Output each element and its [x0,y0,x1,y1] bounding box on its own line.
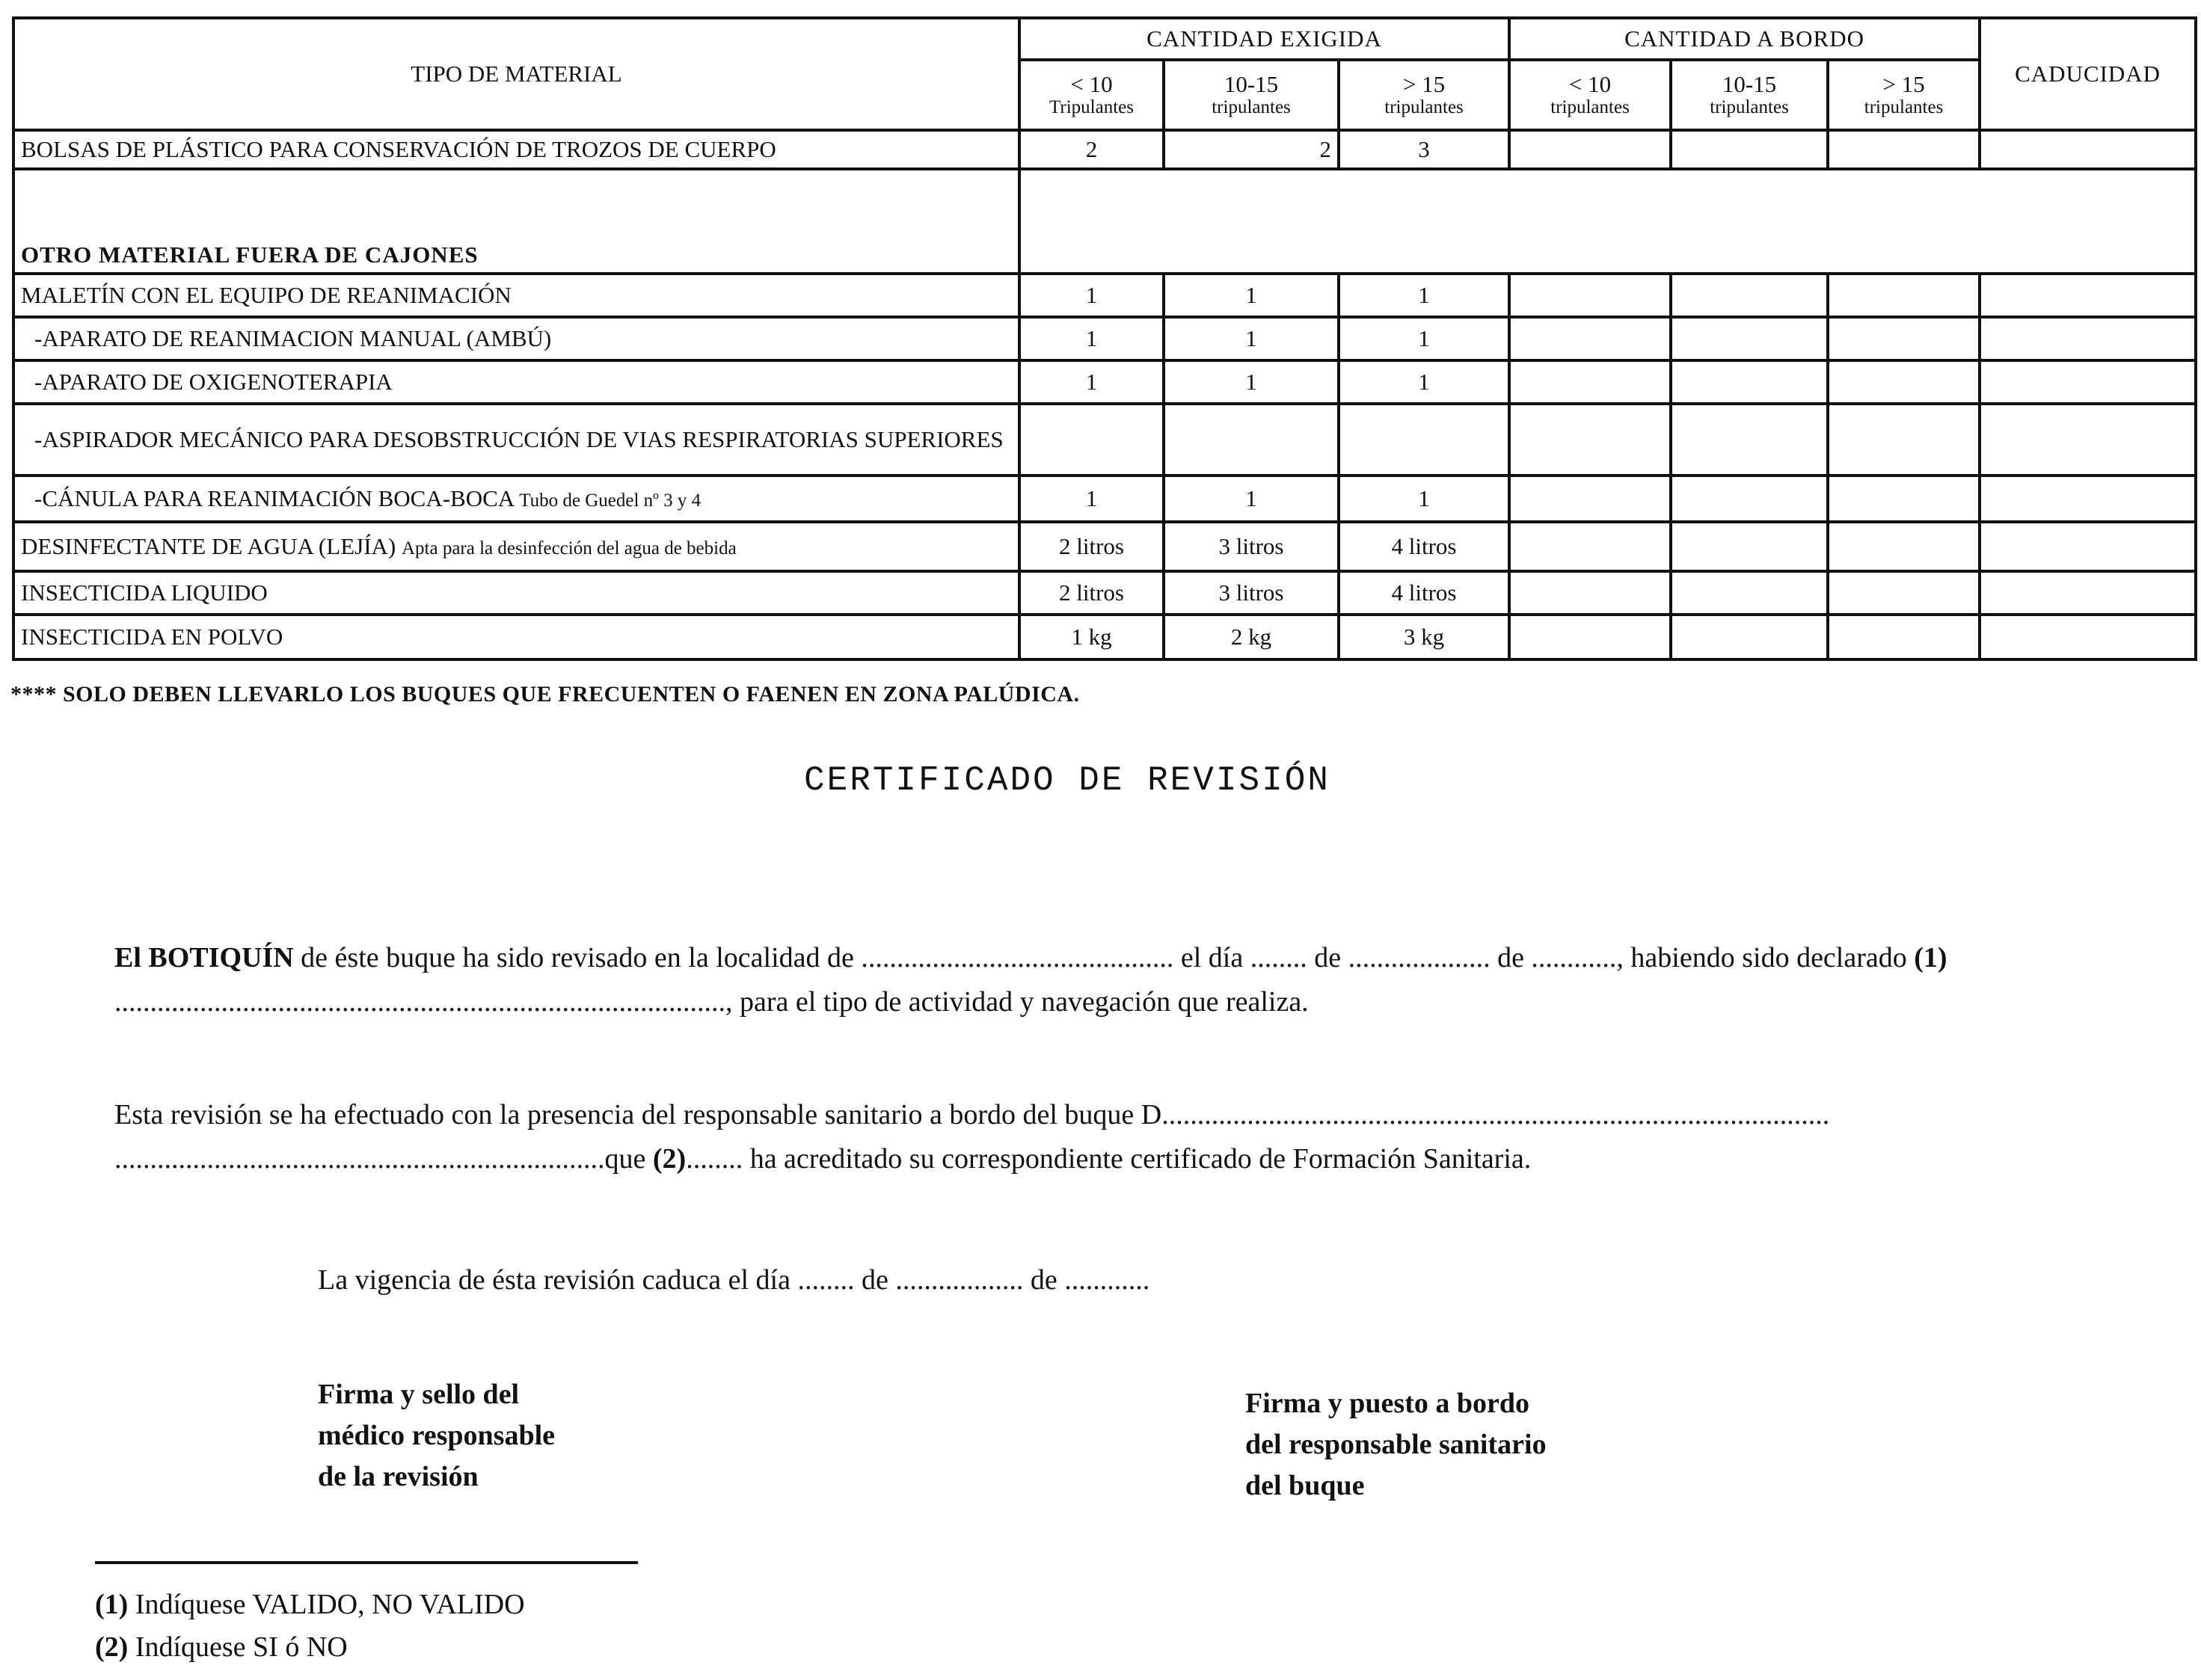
row-label: -CÁNULA PARA REANIMACIÓN BOCA-BOCA Tubo de Guedel nº 3 y 4 [13,476,1019,522]
qty-10-15: 2 [1164,130,1339,169]
qty-10-15: 1 [1164,360,1339,404]
onboard-lt10[interactable] [1509,274,1671,317]
qty-10-15: 1 [1164,274,1339,317]
qty-lt10 [1019,404,1164,476]
malaria-footnote: **** SOLO DEBEN LLEVARLO LOS BUQUES QUE FRECUENTEN O FAENEN EN ZONA PALÚDICA. [10,682,1080,707]
onboard-gt15[interactable] [1828,404,1980,476]
onboard-10-15[interactable] [1671,360,1828,404]
caducidad-cell[interactable] [1980,130,2196,169]
row-label: INSECTICIDA LIQUIDO [13,571,1019,615]
qty-gt15: 3 [1339,130,1509,169]
onboard-gt15[interactable] [1828,476,1980,522]
signature-doctor: Firma y sello del médico responsable de la revisión [318,1379,556,1493]
caducidad-cell[interactable] [1980,522,2196,571]
table-row [13,404,2196,476]
header-bordo-10-15: 10-15 tripulantes [1671,60,1828,130]
qty-lt10: 1 [1019,317,1164,360]
onboard-gt15[interactable] [1828,130,1980,169]
header-exigida-10-15: 10-15 tripulantes [1164,60,1339,130]
onboard-gt15[interactable] [1828,571,1980,615]
qty-lt10: 1 [1019,274,1164,317]
onboard-10-15[interactable] [1671,615,1828,659]
signature-ship-officer: Firma y puesto a bordo del responsable sanitario del buque [1245,1388,1547,1502]
certificate-title: CERTIFICADO DE REVISIÓN [804,761,1330,800]
onboard-lt10[interactable] [1509,615,1671,659]
qty-gt15 [1339,404,1509,476]
header-exigida-lt10: < 10 Tripulantes [1019,60,1164,130]
caducidad-cell[interactable] [1980,274,2196,317]
caducidad-cell[interactable] [1980,360,2196,404]
note-ref-2: (2) [652,1142,687,1175]
qty-gt15: 1 [1339,317,1509,360]
presence-paragraph: Esta revisión se ha efectuado con la presencia del responsable sanitario a bordo del buque D.............................................................................................. .....................................................................que (2)........ ha acreditado su correspondiente certificado de Formación Sanitaria. [114,1099,1830,1175]
footnotes [95,1584,525,1669]
botiquin-lead: El BOTIQUÍN [114,942,294,973]
row-label: -APARATO DE REANIMACION MANUAL (AMBÚ) [13,317,1019,360]
table-row [13,476,2196,522]
qty-lt10: 2 litros [1019,571,1164,615]
caducidad-cell[interactable] [1980,615,2196,659]
caducidad-cell[interactable] [1980,404,2196,476]
qty-lt10: 1 kg [1019,615,1164,659]
header-bordo-gt15: > 15 tripulantes [1828,60,1980,130]
qty-gt15: 4 litros [1339,571,1509,615]
caducidad-cell[interactable] [1980,476,2196,522]
onboard-lt10[interactable] [1509,360,1671,404]
row-note: Apta para la desinfección del agua de bebida [401,538,737,559]
caducidad-cell[interactable] [1980,317,2196,360]
onboard-gt15[interactable] [1828,360,1980,404]
footnote-1: (1) Indíquese VALIDO, NO VALIDO [95,1589,525,1620]
qty-lt10: 1 [1019,360,1164,404]
onboard-gt15[interactable] [1828,522,1980,571]
row-label: -APARATO DE OXIGENOTERAPIA [13,360,1019,404]
table-row [13,615,2196,659]
section-heading-row [13,169,2196,274]
row-note: Tubo de Guedel nº 3 y 4 [519,490,702,511]
onboard-gt15[interactable] [1828,615,1980,659]
section-heading: OTRO MATERIAL FUERA DE CAJONES [13,169,1019,274]
qty-10-15: 3 litros [1164,571,1339,615]
table-row [13,274,2196,317]
onboard-10-15[interactable] [1671,476,1828,522]
qty-lt10: 2 [1019,130,1164,169]
onboard-gt15[interactable] [1828,274,1980,317]
review-paragraph: El BOTIQUÍN de éste buque ha sido revisado en la localidad de ............................................ el día ........ de .................... de ............, habiendo sido declarado (1) ......................................................................................, para el tipo de actividad y navegación que realiza. [114,942,1947,1018]
onboard-lt10[interactable] [1509,317,1671,360]
qty-gt15: 1 [1339,360,1509,404]
onboard-gt15[interactable] [1828,317,1980,360]
onboard-lt10[interactable] [1509,130,1671,169]
onboard-10-15[interactable] [1671,404,1828,476]
footnote-2: (2) Indíquese SI ó NO [95,1631,348,1663]
onboard-10-15[interactable] [1671,130,1828,169]
row-label: -ASPIRADOR MECÁNICO PARA DESOBSTRUCCIÓN DE VIAS RESPIRATORIAS SUPERIORES [13,404,1019,476]
onboard-10-15[interactable] [1671,571,1828,615]
onboard-lt10[interactable] [1509,476,1671,522]
row-label: BOLSAS DE PLÁSTICO PARA CONSERVACIÓN DE TROZOS DE CUERPO [13,130,1019,169]
onboard-lt10[interactable] [1509,522,1671,571]
onboard-10-15[interactable] [1671,522,1828,571]
table-row [13,571,2196,615]
header-bordo-lt10: < 10 tripulantes [1509,60,1671,130]
qty-lt10: 2 litros [1019,522,1164,571]
qty-gt15: 4 litros [1339,522,1509,571]
note-ref-1: (1) [1914,942,1947,973]
qty-10-15: 1 [1164,317,1339,360]
footnote-divider [95,1561,638,1564]
qty-gt15: 1 [1339,274,1509,317]
onboard-lt10[interactable] [1509,571,1671,615]
table-row [13,130,2196,169]
qty-gt15: 3 kg [1339,615,1509,659]
onboard-10-15[interactable] [1671,274,1828,317]
table-row [13,317,2196,360]
qty-10-15: 2 kg [1164,615,1339,659]
caducidad-cell[interactable] [1980,571,2196,615]
qty-gt15: 1 [1339,476,1509,522]
section-heading-blank [1019,169,2196,274]
header-exigida-gt15: > 15 tripulantes [1339,60,1509,130]
onboard-10-15[interactable] [1671,317,1828,360]
table-row [13,360,2196,404]
qty-lt10: 1 [1019,476,1164,522]
validity-line: La vigencia de ésta revisión caduca el día ........ de .................. de ............ [318,1264,1150,1296]
onboard-lt10[interactable] [1509,404,1671,476]
row-label: DESINFECTANTE DE AGUA (LEJÍA) Apta para la desinfección del agua de bebida [13,522,1019,571]
header-tipo-material: TIPO DE MATERIAL [13,18,1019,130]
header-cantidad-exigida: CANTIDAD EXIGIDA [1019,18,1509,60]
header-cantidad-a-bordo: CANTIDAD A BORDO [1509,18,1980,60]
header-caducidad: CADUCIDAD [1980,18,2196,130]
qty-10-15 [1164,404,1339,476]
qty-10-15: 1 [1164,476,1339,522]
row-label: MALETÍN CON EL EQUIPO DE REANIMACIÓN [13,274,1019,317]
table-row [13,522,2196,571]
row-label: INSECTICIDA EN POLVO [13,615,1019,659]
qty-10-15: 3 litros [1164,522,1339,571]
material-table [12,16,2197,661]
